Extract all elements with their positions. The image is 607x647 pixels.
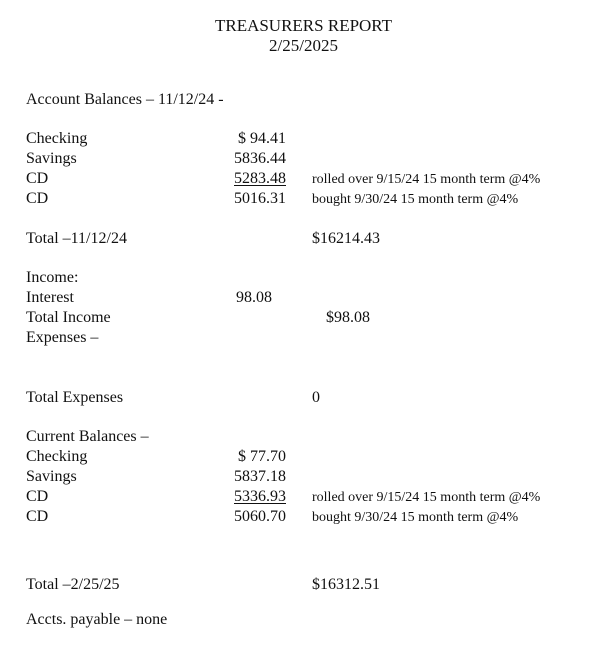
current-savings-label: Savings xyxy=(26,468,77,485)
income-heading: Income: xyxy=(26,269,79,286)
current-total-value: $16312.51 xyxy=(312,576,380,593)
opening-cd2-label: CD xyxy=(26,190,49,207)
expenses-total-label: Total Expenses xyxy=(26,389,124,406)
expenses-total-value: 0 xyxy=(312,389,320,406)
opening-checking-label: Checking xyxy=(26,130,88,147)
opening-cd1-amount: 5283.48 xyxy=(234,170,286,187)
income-interest-value: 98.08 xyxy=(236,289,272,306)
current-cd2-note: bought 9/30/24 15 month term @4% xyxy=(312,510,519,525)
income-total-label: Total Income xyxy=(26,309,111,326)
opening-cd1-note: rolled over 9/15/24 15 month term @4% xyxy=(312,172,541,187)
current-checking-label: Checking xyxy=(26,448,88,465)
opening-cd1-label: CD xyxy=(26,170,49,187)
current-total-label: Total –2/25/25 xyxy=(26,576,120,593)
opening-total-value: $16214.43 xyxy=(312,230,380,247)
opening-savings-label: Savings xyxy=(26,150,77,167)
opening-heading: Account Balances – 11/12/24 - xyxy=(26,91,224,108)
current-checking-amount: $ 77.70 xyxy=(238,448,286,465)
current-cd1-amount: 5336.93 xyxy=(234,488,286,505)
opening-checking-amount: $ 94.41 xyxy=(238,130,286,147)
current-cd2-amount: 5060.70 xyxy=(234,508,286,525)
accounts-payable: Accts. payable – none xyxy=(26,611,168,628)
current-cd1-note: rolled over 9/15/24 15 month term @4% xyxy=(312,490,541,505)
income-interest-label: Interest xyxy=(26,289,74,306)
opening-cd2-amount: 5016.31 xyxy=(234,190,286,207)
current-heading: Current Balances – xyxy=(26,428,149,445)
opening-total-label: Total –11/12/24 xyxy=(26,230,127,247)
income-total-value: $98.08 xyxy=(326,309,370,326)
current-cd1-label: CD xyxy=(26,488,49,505)
report-title: TREASURERS REPORT xyxy=(214,16,393,35)
current-cd2-label: CD xyxy=(26,508,49,525)
current-savings-amount: 5837.18 xyxy=(234,468,286,485)
opening-cd2-note: bought 9/30/24 15 month term @4% xyxy=(312,192,519,207)
expenses-heading: Expenses – xyxy=(26,329,99,346)
report-date: 2/25/2025 xyxy=(269,36,338,55)
opening-savings-amount: 5836.44 xyxy=(234,150,286,167)
